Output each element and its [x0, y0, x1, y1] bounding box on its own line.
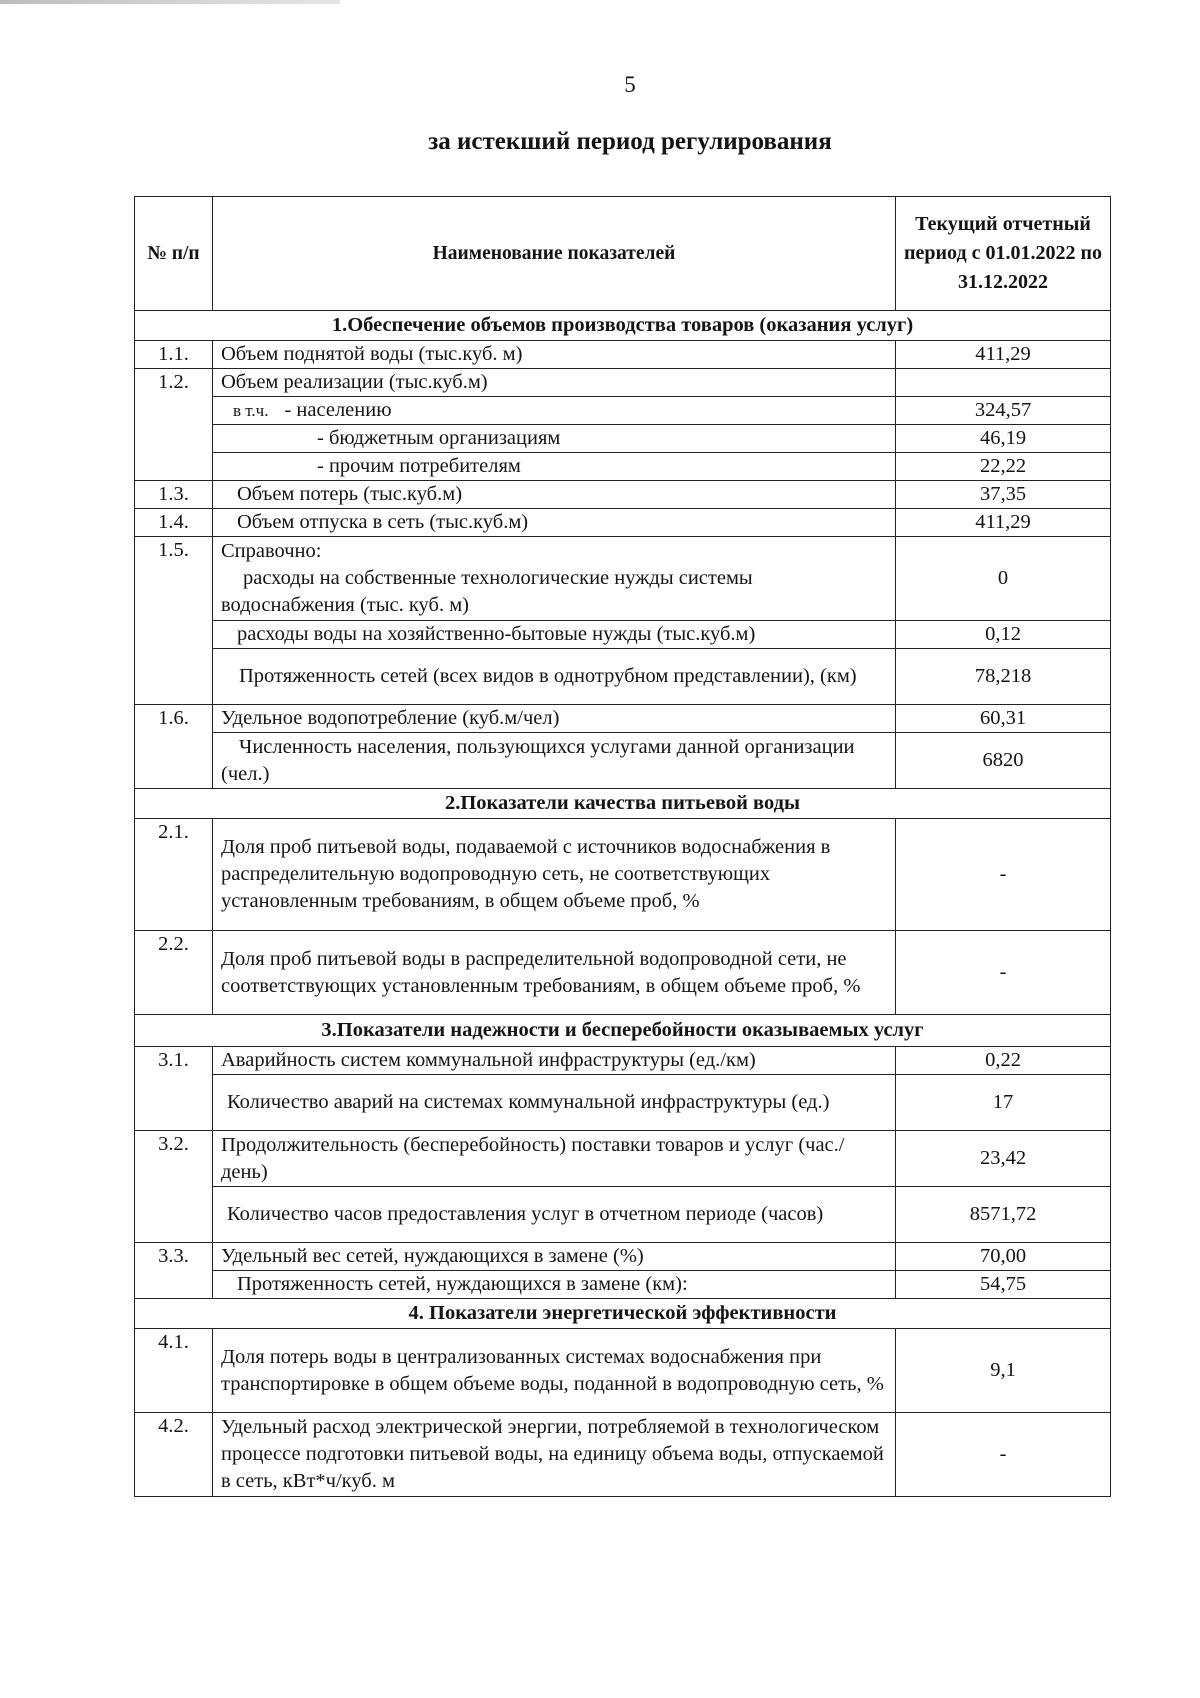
row-name: Доля проб питьевой воды, подаваемой с источников водоснабжения в распределительную водопроводную сеть, не соответствующих установленным требованиям, в общем объеме проб, %	[213, 819, 896, 931]
table-row	[135, 649, 1111, 705]
row-number: 3.2.	[135, 1131, 213, 1243]
table-row	[135, 453, 1111, 481]
table-row	[135, 425, 1111, 453]
header-name: Наименование показателей	[213, 197, 896, 311]
page-title: за истекший период регулирования	[428, 128, 832, 155]
table-row	[135, 1271, 1111, 1299]
section-title-1: 1.Обеспечение объемов производства товаров (оказания услуг)	[135, 311, 1111, 341]
row-label: Справочно:	[221, 540, 322, 562]
row-name	[213, 397, 896, 425]
table-row	[135, 369, 1111, 397]
row-number: 3.3.	[135, 1243, 213, 1299]
row-value: 324,57	[896, 397, 1111, 425]
row-number: 3.1.	[135, 1047, 213, 1131]
header-period: Текущий отчетный период с 01.01.2022 по 31.12.2022	[896, 197, 1111, 311]
row-value: 411,29	[896, 509, 1111, 537]
row-name-text: - населению	[284, 399, 392, 421]
row-name: Аварийность систем коммунальной инфраструктуры (ед./км)	[213, 1047, 896, 1075]
row-number: 1.2.	[135, 369, 213, 481]
row-name: Доля проб питьевой воды в распределительной водопроводной сети, не соответствующих установленным требованиям, в общем объеме проб, %	[213, 931, 896, 1015]
scan-edge-mark	[0, 0, 340, 4]
row-name: Доля потерь воды в централизованных системах водоснабжения при транспортировке в общем объеме воды, поданной в водопроводную сеть, %	[213, 1329, 896, 1413]
row-name: Протяженность сетей (всех видов в однотрубном представлении), (км)	[213, 649, 896, 705]
row-name: Объем реализации (тыс.куб.м)	[213, 369, 896, 397]
row-value: 22,22	[896, 453, 1111, 481]
row-number: 2.1.	[135, 819, 213, 931]
row-value: 0,22	[896, 1047, 1111, 1075]
table-row	[135, 1329, 1111, 1413]
row-value: -	[896, 1413, 1111, 1497]
table-row	[135, 1187, 1111, 1243]
table-row	[135, 1243, 1111, 1271]
row-value: 46,19	[896, 425, 1111, 453]
row-number: 1.4.	[135, 509, 213, 537]
row-name: Продолжительность (бесперебойность) поставки товаров и услуг (час./день)	[213, 1131, 896, 1187]
indicators-table	[134, 196, 1111, 1497]
row-name-text: расходы на собственные технологические нужды системы водоснабжения (тыс. куб. м)	[221, 567, 753, 616]
row-value: -	[896, 819, 1111, 931]
section-row	[135, 1299, 1111, 1329]
row-value: 54,75	[896, 1271, 1111, 1299]
row-value: 9,1	[896, 1329, 1111, 1413]
row-number: 4.2.	[135, 1413, 213, 1497]
table-row	[135, 733, 1111, 789]
header-number: № п/п	[135, 197, 213, 311]
table-row	[135, 481, 1111, 509]
row-name: Удельный расход электрической энергии, потребляемой в технологическом процессе подготовки питьевой воды, на единицу объема воды, отпускаемой в сеть, кВт*ч/куб. м	[213, 1413, 896, 1497]
table-row	[135, 621, 1111, 649]
section-row	[135, 1015, 1111, 1047]
table-row	[135, 1131, 1111, 1187]
row-prefix: в т.ч.	[233, 401, 269, 420]
row-value: 78,218	[896, 649, 1111, 705]
table-row	[135, 931, 1111, 1015]
table-row	[135, 1075, 1111, 1131]
table-row	[135, 341, 1111, 369]
section-row	[135, 789, 1111, 819]
table-row	[135, 705, 1111, 733]
row-value: 60,31	[896, 705, 1111, 733]
row-value: 0,12	[896, 621, 1111, 649]
row-name: Удельный вес сетей, нуждающихся в замене (%)	[213, 1243, 896, 1271]
row-name	[213, 537, 896, 621]
row-number: 1.3.	[135, 481, 213, 509]
row-name: Объем потерь (тыс.куб.м)	[213, 481, 896, 509]
table-row	[135, 509, 1111, 537]
row-value	[896, 369, 1111, 397]
table-row	[135, 397, 1111, 425]
row-number: 2.2.	[135, 931, 213, 1015]
row-name: Объем отпуска в сеть (тыс.куб.м)	[213, 509, 896, 537]
table-row	[135, 1047, 1111, 1075]
row-value: 17	[896, 1075, 1111, 1131]
row-value: 8571,72	[896, 1187, 1111, 1243]
table-row	[135, 819, 1111, 931]
row-value: 0	[896, 537, 1111, 621]
table-row	[135, 1413, 1111, 1497]
table-header-row	[135, 197, 1111, 311]
section-title-4: 4. Показатели энергетической эффективности	[135, 1299, 1111, 1329]
section-row	[135, 311, 1111, 341]
row-value: 37,35	[896, 481, 1111, 509]
row-name: Объем поднятой воды (тыс.куб. м)	[213, 341, 896, 369]
table-row	[135, 537, 1111, 621]
section-title-2: 2.Показатели качества питьевой воды	[135, 789, 1111, 819]
row-number: 1.5.	[135, 537, 213, 705]
row-name: Количество часов предоставления услуг в отчетном периоде (часов)	[213, 1187, 896, 1243]
page-number: 5	[624, 72, 636, 97]
row-name: Протяженность сетей, нуждающихся в замене (км):	[213, 1271, 896, 1299]
row-value: -	[896, 931, 1111, 1015]
row-value: 70,00	[896, 1243, 1111, 1271]
row-number: 4.1.	[135, 1329, 213, 1413]
row-name: Количество аварий на системах коммунальной инфраструктуры (ед.)	[213, 1075, 896, 1131]
row-name: - бюджетным организациям	[213, 425, 896, 453]
row-value: 6820	[896, 733, 1111, 789]
row-name: Удельное водопотребление (куб.м/чел)	[213, 705, 896, 733]
row-value: 411,29	[896, 341, 1111, 369]
row-number: 1.1.	[135, 341, 213, 369]
section-title-3: 3.Показатели надежности и бесперебойности оказываемых услуг	[135, 1015, 1111, 1047]
row-name: расходы воды на хозяйственно-бытовые нужды (тыс.куб.м)	[213, 621, 896, 649]
row-name: - прочим потребителям	[213, 453, 896, 481]
row-number: 1.6.	[135, 705, 213, 789]
row-value: 23,42	[896, 1131, 1111, 1187]
row-name: Численность населения, пользующихся услугами данной организации (чел.)	[213, 733, 896, 789]
